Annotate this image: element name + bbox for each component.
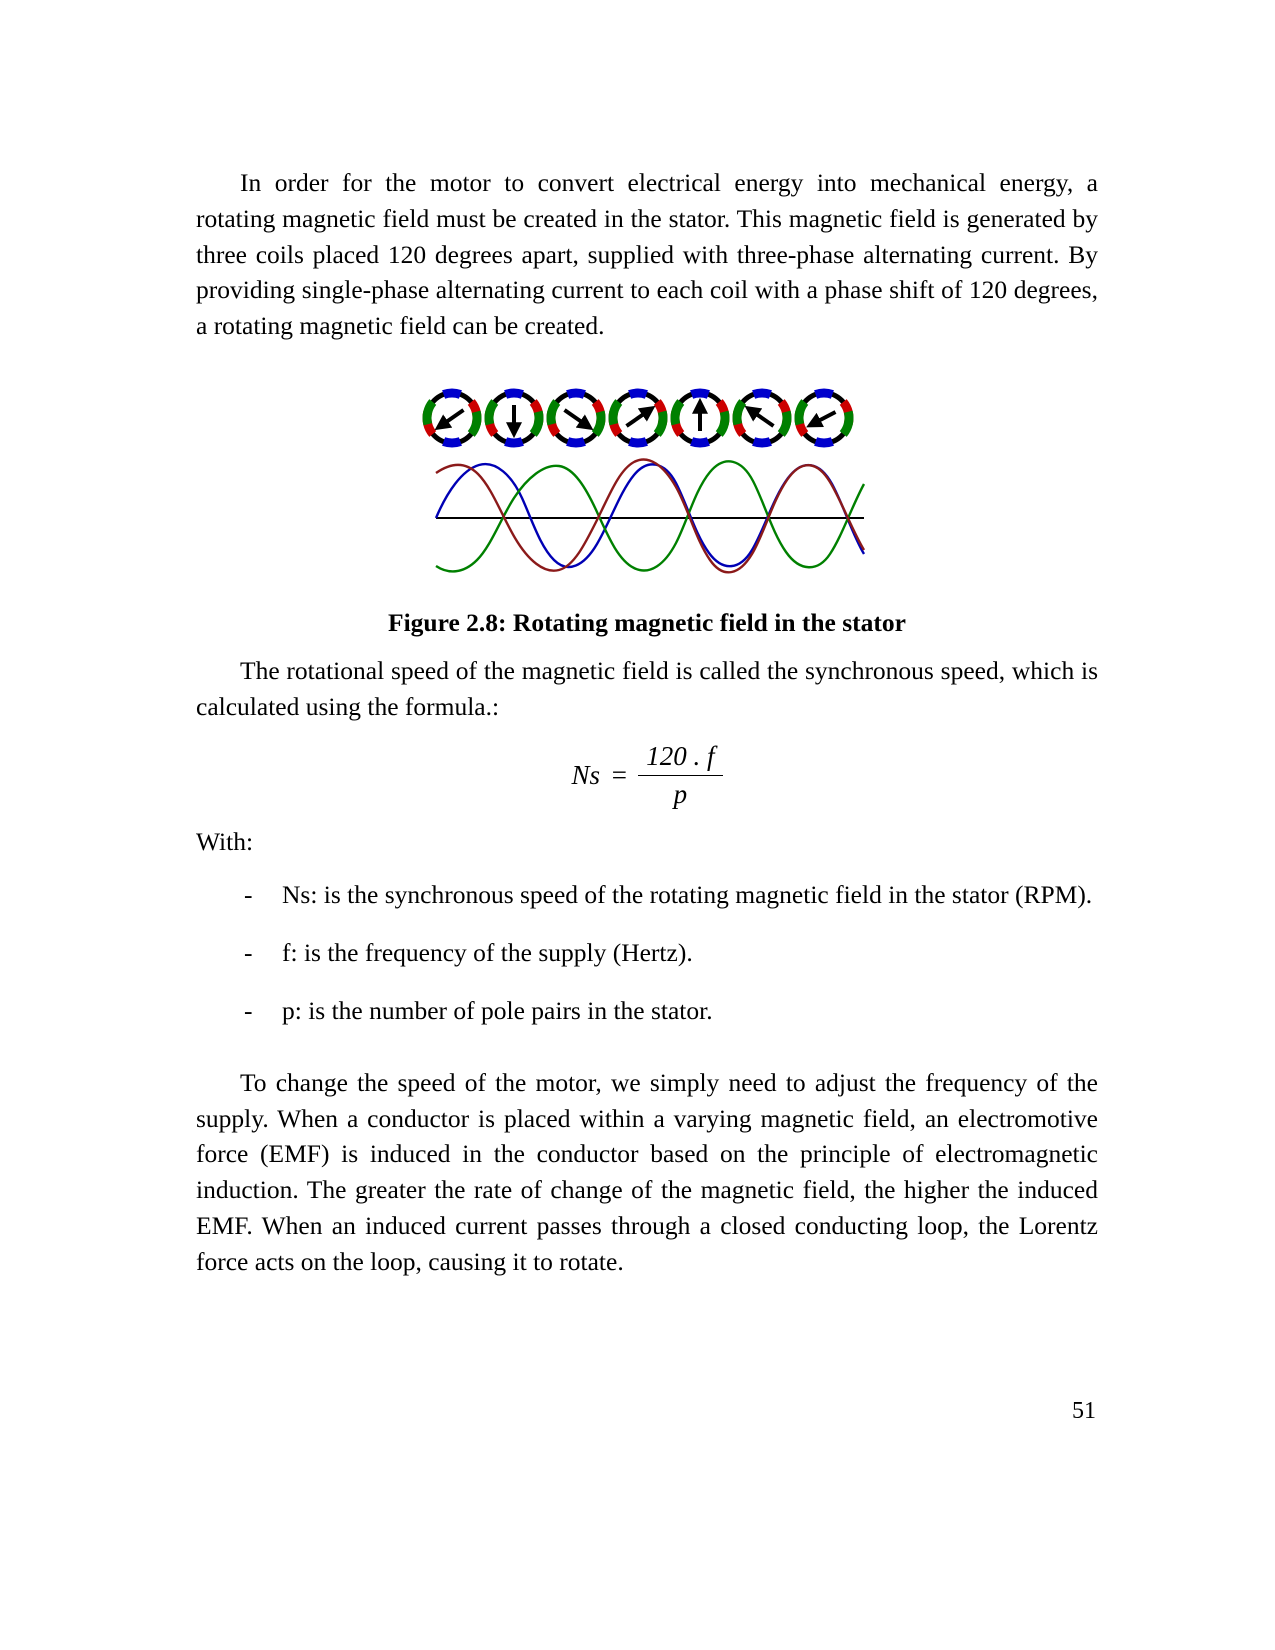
list-item-text: f: is the frequency of the supply (Hertz). bbox=[282, 938, 693, 968]
spacer bbox=[196, 639, 1098, 653]
formula-numerator: 120 . f bbox=[638, 741, 722, 776]
list-item-text: Ns: is the synchronous speed of the rotating magnetic field in the stator (RPM). bbox=[282, 880, 1093, 910]
bullet-marker: - bbox=[244, 880, 253, 910]
figure-2-8 bbox=[196, 388, 1098, 639]
figure-caption: Figure 2.8: Rotating magnetic field in the stator bbox=[388, 607, 906, 637]
list-item-text: p: is the number of pole pairs in the stator. bbox=[282, 995, 713, 1025]
paragraph-closing: To change the speed of the motor, we simply need to adjust the frequency of the supply. When a conductor is placed within a varying magnetic field, an electromotive force (EMF) is induced in the conductor based on the principle of electromagnetic induction. The greater the rate of change of the magnetic field, the higher the induced EMF. When an induced current passes through a closed conducting loop, the Lorentz force acts on the loop, causing it to rotate. bbox=[196, 1067, 1098, 1276]
synchronous-speed-formula bbox=[196, 741, 1098, 810]
formula-fraction bbox=[638, 741, 722, 810]
three-phase-waveform-plot bbox=[436, 459, 864, 572]
bullet-marker: - bbox=[244, 995, 253, 1025]
page-number: 51 bbox=[1072, 1398, 1096, 1424]
list-item bbox=[196, 993, 1098, 1029]
definitions-label: With: bbox=[196, 826, 254, 856]
paragraph-intro: In order for the motor to convert electrical energy into mechanical energy, a rotating magnetic field must be created in the stator. This magnetic field is generated by three coils placed 120 degrees apart, supplied with three-phase alternating current. By providing single-phase alternating current to each coil with a phase shift of 120 degrees, a rotating magnetic field can be created. bbox=[196, 168, 1098, 341]
spacer bbox=[196, 1051, 1098, 1065]
formula-denominator: p bbox=[673, 778, 688, 809]
definitions-list bbox=[196, 877, 1098, 1028]
list-item bbox=[196, 935, 1098, 971]
bullet-marker: - bbox=[244, 938, 253, 968]
paragraph-after-figure: The rotational speed of the magnetic field is called the synchronous speed, which is calculated using the formula.: bbox=[196, 655, 1098, 721]
formula-equals: = bbox=[610, 759, 629, 790]
page-content bbox=[196, 165, 1098, 1280]
list-item bbox=[196, 877, 1098, 913]
formula-lhs: Ns bbox=[571, 759, 601, 790]
rotating-magnetic-field-diagram bbox=[422, 388, 872, 588]
